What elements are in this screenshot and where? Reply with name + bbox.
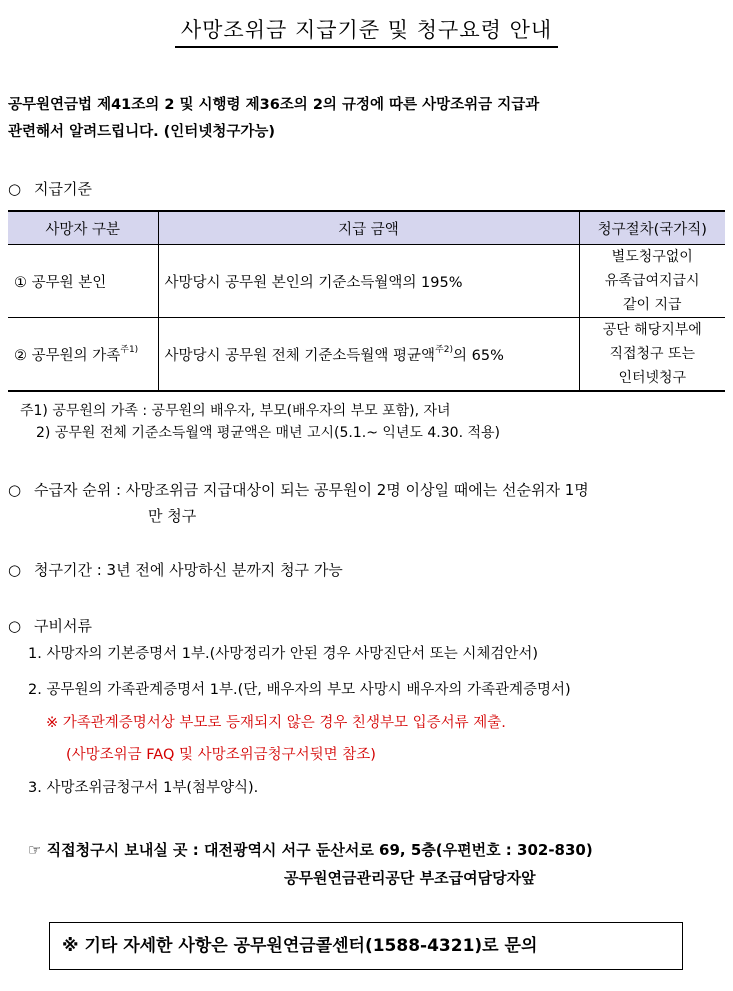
footnote-2: 2) 공무원 전체 기준소득월액 평균액은 매년 고시(5.1.~ 익년도 4.30. 적용)	[36, 425, 500, 441]
header-amount: 지급 금액	[158, 211, 579, 245]
page-title	[0, 14, 733, 48]
bullet-icon: ○	[8, 481, 22, 499]
recipient-order-label: 수급자 순위 :	[34, 481, 122, 499]
warning-note: ※ 가족관계증명서상 부모로 등재되지 않은 경우 친생부모 입증서류 제출.	[46, 715, 506, 731]
row2-procedure-line: 공단 해당지부에	[602, 322, 702, 338]
document-item-2: 2. 공무원의 가족관계증명서 1부.(단, 배우자의 부모 사망시 배우자의 가족관계증명서)	[28, 682, 571, 698]
recipient-order-text-cont: 만 청구	[148, 507, 197, 525]
recipient-order	[8, 477, 589, 529]
footnote-mark: 주2)	[435, 344, 453, 355]
page-title-text: 사망조위금 지급기준 및 청구요령 안내	[175, 14, 558, 48]
bullet-icon: ○	[8, 561, 22, 579]
row2-category-text: ② 공무원의 가족	[14, 347, 121, 364]
row1-procedure-line: 유족급여지급시	[604, 273, 700, 289]
document-item-3: 3. 사망조위금청구서 1부(첨부양식).	[28, 780, 259, 796]
table-row	[8, 318, 725, 392]
row1-category-text: ① 공무원 본인	[14, 274, 107, 291]
row2-amount-tail: 의 65%	[453, 347, 504, 364]
criteria-table	[8, 210, 725, 392]
mailing-address-line: ☞ 직접청구시 보내실 곳 : 대전광역시 서구 둔산서로 69, 5층(우편번호 : 302-830)	[28, 841, 593, 859]
header-procedure: 청구절차(국가직)	[579, 211, 725, 245]
footnote-1: 주1) 공무원의 가족 : 공무원의 배우자, 부모(배우자의 부모 포함), 자녀	[20, 403, 451, 419]
row1-procedure-line: 별도청구없이	[611, 249, 693, 265]
row1-procedure-line: 같이 지급	[622, 297, 682, 313]
recipient-order-text: 사망조위금 지급대상이 되는 공무원이 2명 이상일 때에는 선순위자 1명	[125, 481, 589, 499]
contact-box-text: ※ 기타 자세한 사항은 공무원연금콜센터(1588-4321)로 문의	[62, 936, 538, 956]
row1-amount-text: 사망당시 공무원 본인의 기준소득월액의 195%	[164, 274, 463, 291]
intro-line-1: 공무원연금법 제41조의 2 및 시행령 제36조의 2의 규정에 따른 사망조위금 지급과	[8, 97, 540, 113]
mailing-address	[28, 836, 593, 892]
row2-procedure	[579, 318, 725, 392]
document-item-1: 1. 사망자의 기본증명서 1부.(사망정리가 안된 경우 사망진단서 또는 시체검안서)	[28, 646, 539, 662]
intro-line-2: 관련해서 알려드립니다. (인터넷청구가능)	[8, 124, 275, 140]
claim-period	[8, 559, 343, 580]
mailing-recipient: 공무원연금관리공단 부조급여담당자앞	[284, 869, 536, 887]
documents-heading-text: 구비서류	[34, 617, 92, 635]
footnote-mark: 주1)	[120, 344, 139, 355]
row1-procedure	[579, 245, 725, 318]
intro-paragraph	[8, 92, 728, 146]
row1-category	[8, 245, 158, 318]
criteria-heading	[8, 178, 92, 199]
contact-box	[49, 922, 683, 970]
table-footnotes	[20, 400, 500, 444]
row2-amount	[158, 318, 579, 392]
row2-procedure-line: 직접청구 또는	[609, 346, 696, 362]
documents-heading	[8, 615, 92, 636]
row1-amount	[158, 245, 579, 318]
table-row	[8, 245, 725, 318]
row2-procedure-line: 인터넷청구	[618, 370, 687, 386]
bullet-icon: ○	[8, 617, 22, 635]
row2-amount-text: 사망당시 공무원 전체 기준소득월액 평균액	[164, 347, 436, 364]
warning-reference: (사망조위금 FAQ 및 사망조위금청구서뒷면 참조)	[66, 747, 376, 763]
claim-period-text: 청구기간 : 3년 전에 사망하신 분까지 청구 가능	[34, 561, 343, 579]
header-deceased-type: 사망자 구분	[8, 211, 158, 245]
criteria-heading-text: 지급기준	[34, 180, 92, 198]
bullet-icon: ○	[8, 180, 22, 198]
row2-category	[8, 318, 158, 392]
table-header-row	[8, 211, 725, 245]
